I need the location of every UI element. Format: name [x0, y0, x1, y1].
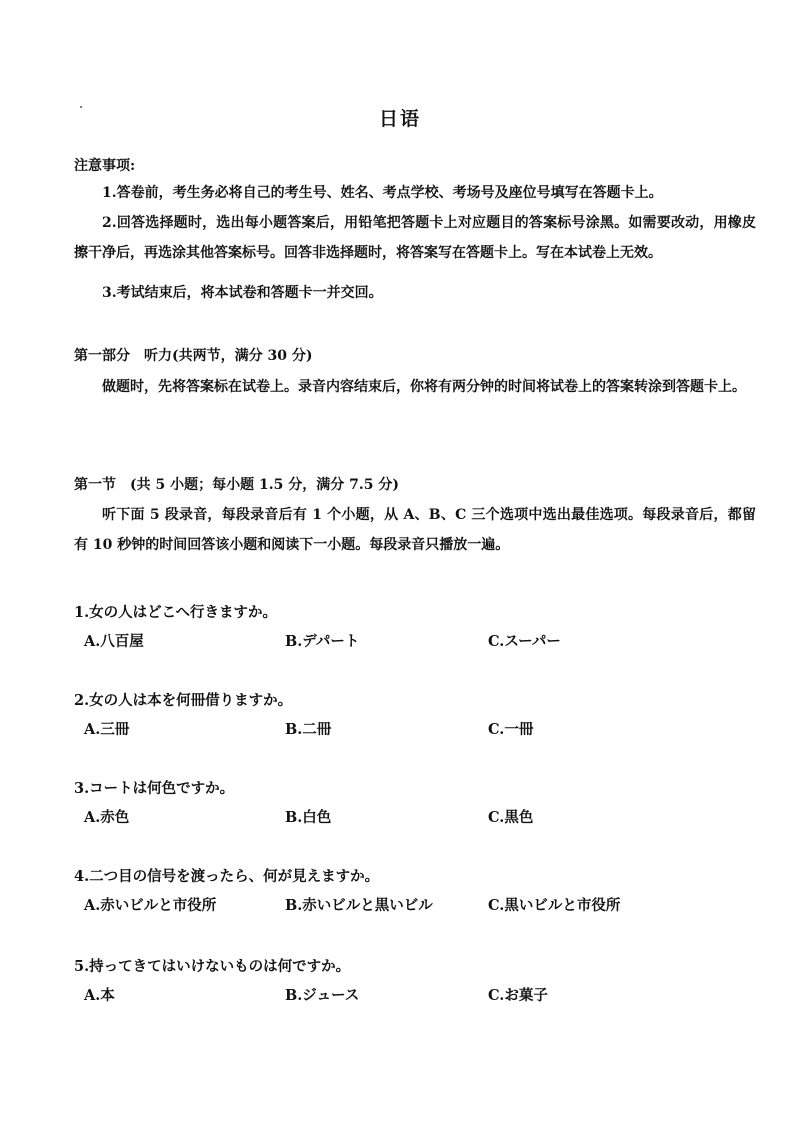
question-5-options [84, 984, 784, 1008]
q5-option-c: C.お菓子 [488, 987, 548, 1004]
q3-option-c: C.黒色 [488, 809, 534, 826]
notice-heading: 注意事项: [74, 158, 136, 174]
notice-item-1: 1.答卷前，考生务必将自己的考生号、姓名、考点学校、考场号及座位号填写在答题卡上。 [102, 185, 663, 201]
part1-instruction: 做题时，先将答案标在试卷上。录音内容结束后，你将有两分钟的时间将试卷上的答案转涂到答题卡上。 [102, 379, 746, 395]
q3-option-a: A.赤色 [84, 809, 130, 826]
q5-option-b: B.ジュース [285, 987, 360, 1004]
question-5: 5.持ってきてはいけないものは何ですか。 [74, 958, 351, 975]
question-2: 2.女の人は本を何冊借りますか。 [74, 692, 293, 709]
question-2-options [84, 718, 784, 742]
part1-heading: 第一部分 听力(共两节，满分 30 分) [74, 348, 313, 364]
section1-instruction: 听下面 5 段录音，每段录音后有 1 个小题，从 A、B、C 三个选项中选出最佳选项。每段录音后，都留有 10 秒钟的时间回答该小题和阅读下一小题。每段录音只播放一遍。 [74, 507, 756, 553]
q2-option-b: B.二冊 [285, 721, 332, 738]
notice-item-3: 3.考试结束后，将本试卷和答题卡一并交回。 [102, 285, 383, 301]
section1-heading: 第一节 (共 5 小题；每小题 1.5 分，满分 7.5 分) [74, 477, 399, 493]
question-4: 4.二つ目の信号を渡ったら、何が見えますか。 [74, 868, 380, 885]
q1-option-c: C.スーパー [488, 633, 561, 650]
question-3-options [84, 806, 784, 830]
page-title: 日语 [378, 108, 421, 130]
q1-option-b: B.デパート [285, 633, 360, 650]
q1-option-a: A.八百屋 [84, 633, 144, 650]
question-4-options [84, 894, 784, 918]
notice-item-2: 2.回答选择题时，选出每小题答案后，用铅笔把答题卡上对应题目的答案标号涂黑。如需要改动，用橡皮擦干净后，再选涂其他答案标号。回答非选择题时，将答案写在答题卡上。写在本试卷上无效。 [74, 215, 756, 261]
q4-option-c: C.黒いビルと市役所 [488, 897, 621, 914]
q4-option-b: B.赤いビルと黒いビル [285, 897, 433, 914]
question-3: 3.コートは何色ですか。 [74, 780, 235, 797]
q3-option-b: B.白色 [285, 809, 332, 826]
q2-option-a: A.三冊 [84, 721, 130, 738]
question-1: 1.女の人はどこへ行きますか。 [74, 604, 278, 621]
q2-option-c: C.一冊 [488, 721, 534, 738]
q4-option-a: A.赤いビルと市役所 [84, 897, 217, 914]
question-1-options [84, 630, 784, 654]
q5-option-a: A.本 [84, 987, 115, 1004]
